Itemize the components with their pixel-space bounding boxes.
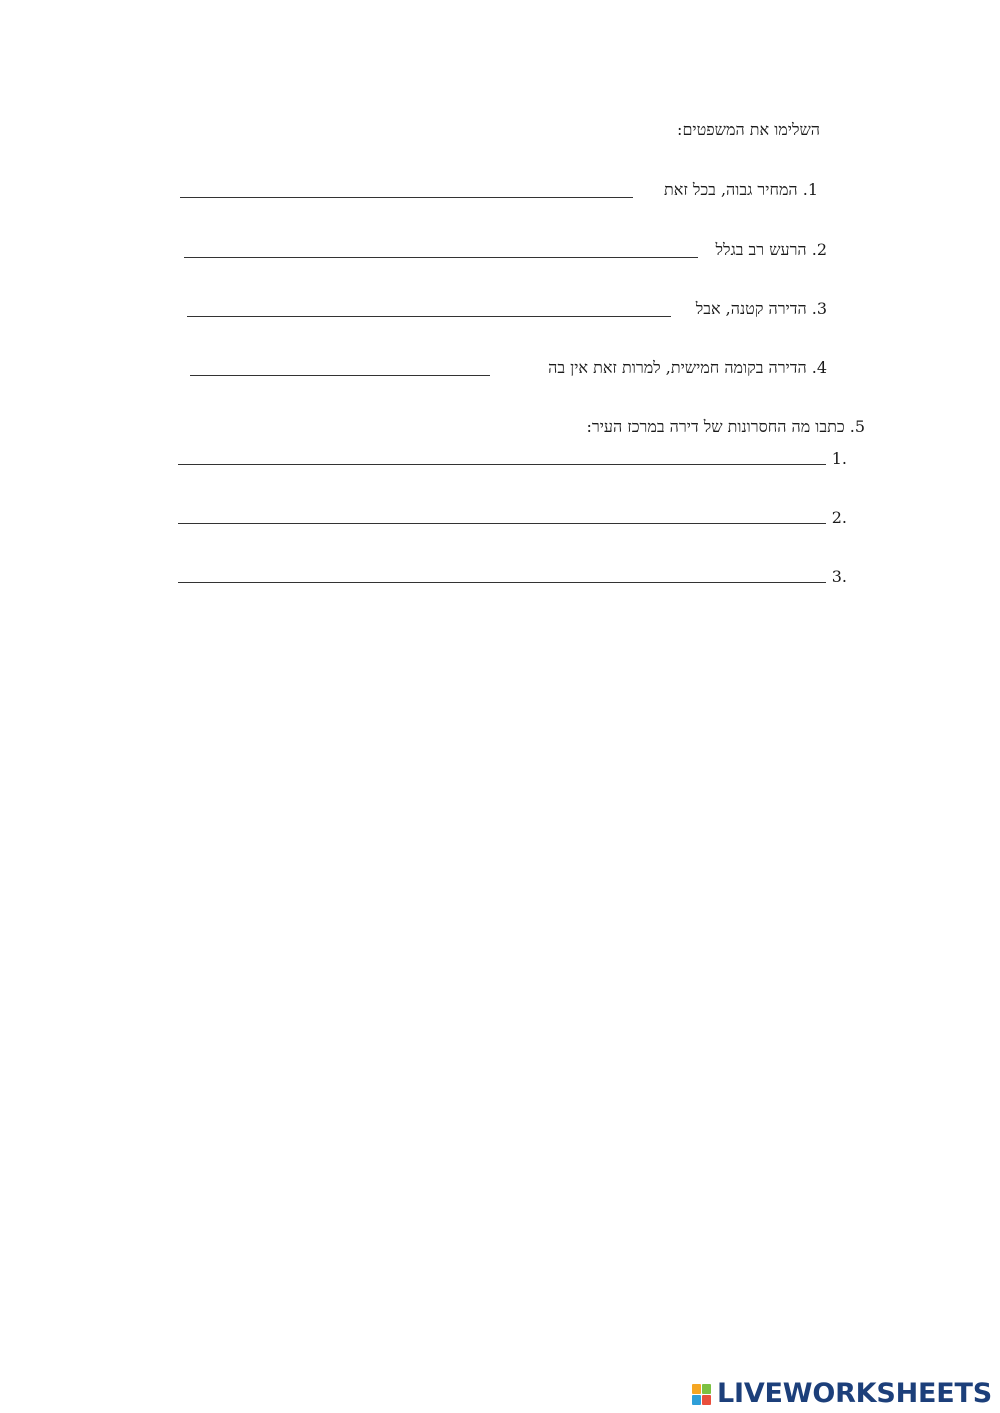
answer-3-label: 3. xyxy=(831,567,847,586)
sentence-2-blank[interactable] xyxy=(184,257,698,258)
sentence-3: 3. הדירה קטנה, אבל xyxy=(695,299,827,318)
sentence-4: 4. הדירה בקומה חמישית, למרות זאת אין בה xyxy=(548,358,827,377)
liveworksheets-logo[interactable] xyxy=(692,1378,992,1410)
logo-mark-square-2 xyxy=(702,1384,711,1394)
answer-1-label: 1. xyxy=(831,449,847,468)
answer-2-label: 2. xyxy=(831,508,847,527)
question-5: 5. כתבו מה החסרונות של דירה במרכז העיר: xyxy=(586,417,865,436)
answer-2-blank[interactable] xyxy=(178,523,826,524)
sentence-1-blank[interactable] xyxy=(180,197,633,198)
logo-text: LIVEWORKSHEETS xyxy=(716,1378,992,1409)
logo-mark-square-1 xyxy=(692,1384,701,1394)
sentence-2: 2. הרעש רב בגלל xyxy=(715,240,827,259)
sentence-3-blank[interactable] xyxy=(187,316,671,317)
sentence-4-blank[interactable] xyxy=(190,375,490,376)
sentence-1: 1. המחיר גבוה, בכל זאת xyxy=(663,180,818,199)
worksheet-title: השלימו את המשפטים: xyxy=(677,120,820,139)
logo-mark-square-3 xyxy=(692,1395,701,1405)
liveworksheets-logo-icon xyxy=(692,1384,711,1405)
answer-3-blank[interactable] xyxy=(178,582,826,583)
answer-1-blank[interactable] xyxy=(178,464,826,465)
logo-mark-square-4 xyxy=(702,1395,711,1405)
